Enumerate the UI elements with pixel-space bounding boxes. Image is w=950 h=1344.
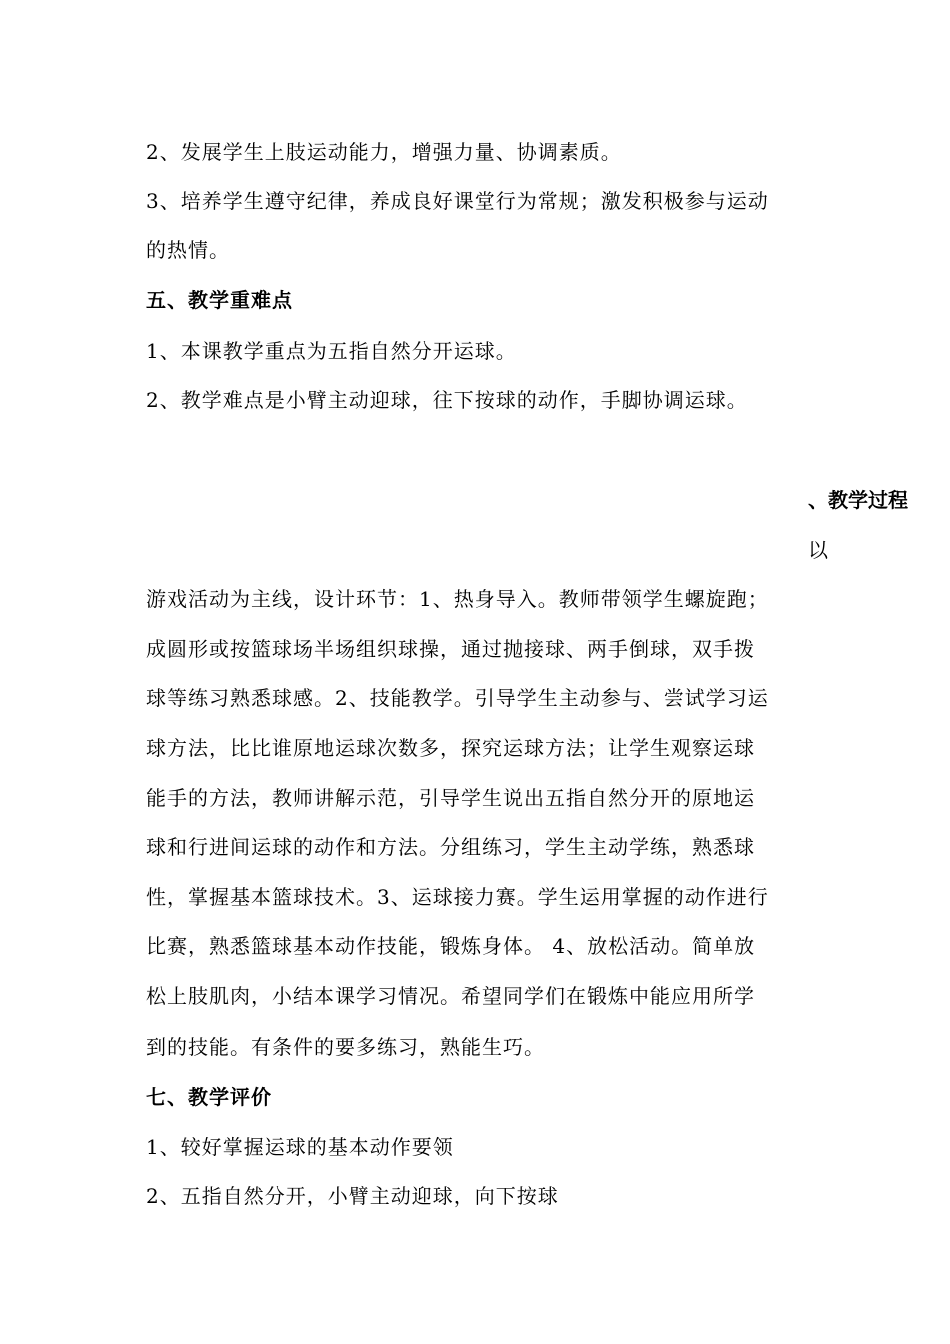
process-line: 成圆形或按篮球场半场组织球操，通过抛接球、两手倒球，双手拨 xyxy=(146,637,755,661)
section-6-heading: 、教学过程 xyxy=(808,488,908,512)
goal-item-3-line-2: 的热情。 xyxy=(146,238,230,262)
process-line: 球方法，比比谁原地运球次数多，探究运球方法；让学生观察运球 xyxy=(146,736,755,760)
process-line: 松上肢肌肉，小结本课学习情况。希望同学们在锻炼中能应用所学 xyxy=(146,984,755,1008)
process-line: 比赛，熟悉篮球基本动作技能，锻炼身体。 4、放松活动。简单放 xyxy=(146,934,756,958)
section-7-item-2: 2、五指自然分开，小臂主动迎球，向下按球 xyxy=(146,1184,559,1208)
process-line: 性，掌握基本篮球技术。3、运球接力赛。学生运用掌握的动作进行 xyxy=(146,885,769,909)
process-line: 球和行进间运球的动作和方法。分组练习，学生主动学练，熟悉球 xyxy=(146,835,755,859)
section-7-heading: 七、教学评价 xyxy=(146,1085,272,1109)
section-6-lead-word: 以 xyxy=(808,538,828,562)
process-line: 能手的方法，教师讲解示范，引导学生说出五指自然分开的原地运 xyxy=(146,786,755,810)
process-line: 到的技能。有条件的要多练习，熟能生巧。 xyxy=(146,1035,545,1059)
section-5-item-1: 1、本课教学重点为五指自然分开运球。 xyxy=(146,339,517,363)
section-7-item-1: 1、较好掌握运球的基本动作要领 xyxy=(146,1135,454,1159)
process-line: 游戏活动为主线，设计环节：1、热身导入。教师带领学生螺旋跑； xyxy=(146,587,769,611)
section-5-item-2: 2、教学难点是小臂主动迎球，往下按球的动作，手脚协调运球。 xyxy=(146,388,748,412)
goal-item-2: 2、发展学生上肢运动能力，增强力量、协调素质。 xyxy=(146,140,622,164)
section-5-heading: 五、教学重难点 xyxy=(146,288,293,312)
goal-item-3-line-1: 3、培养学生遵守纪律，养成良好课堂行为常规；激发积极参与运动 xyxy=(146,189,769,213)
process-line: 球等练习熟悉球感。2、技能教学。引导学生主动参与、尝试学习运 xyxy=(146,686,769,710)
